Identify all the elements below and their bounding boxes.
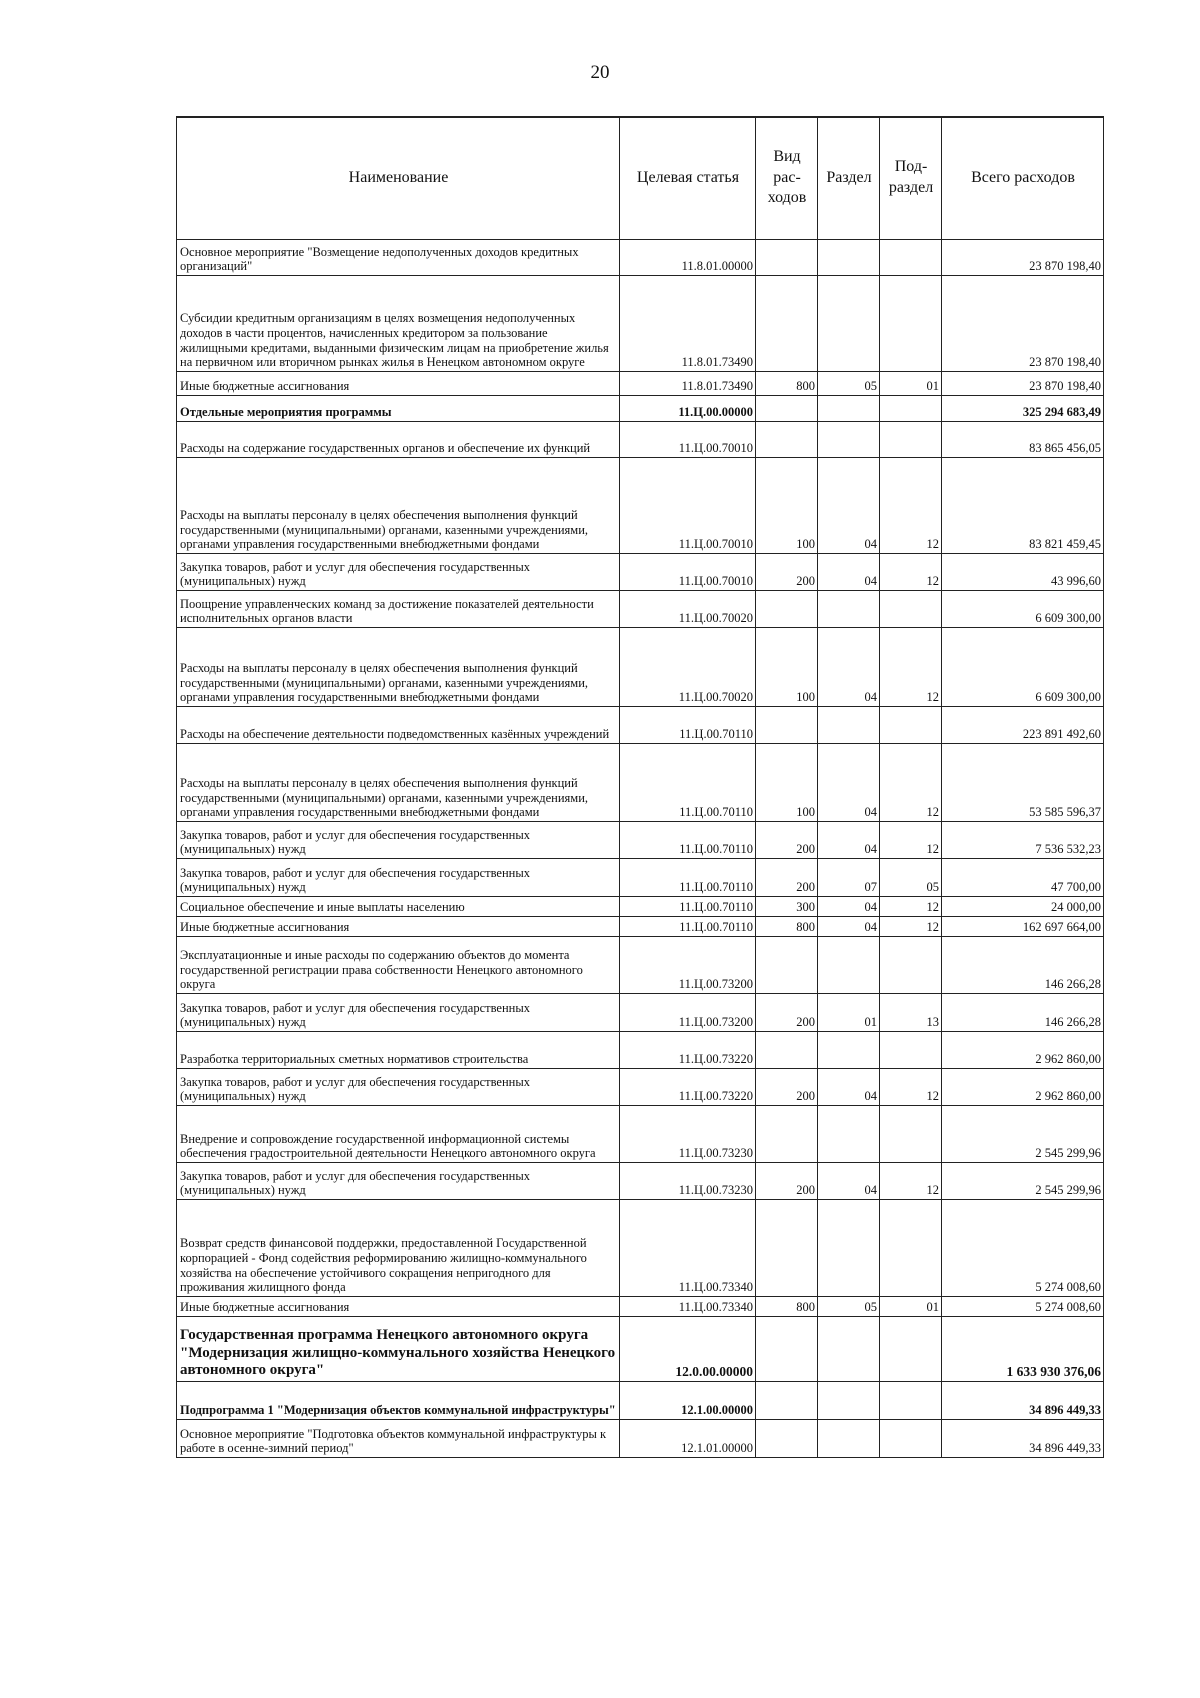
table-body <box>177 240 1104 1458</box>
cell-name: Поощрение управленческих команд за достижение показателей деятельности исполнительных органов власти <box>177 591 620 628</box>
cell-podrazdel <box>880 591 942 628</box>
cell-total: 23 870 198,40 <box>942 276 1104 372</box>
cell-razdel <box>818 422 880 458</box>
cell-code: 11.Ц.00.70010 <box>620 554 756 591</box>
cell-name: Государственная программа Ненецкого автономного округа "Модернизация жилищно-коммунального хозяйства Ненецкого автономного округа" <box>177 1317 620 1382</box>
table-row <box>177 897 1104 917</box>
cell-vid: 200 <box>756 994 818 1032</box>
cell-podrazdel <box>880 937 942 994</box>
table-row <box>177 917 1104 937</box>
table-row <box>177 1106 1104 1163</box>
cell-name: Основное мероприятие "Подготовка объектов коммунальной инфраструктуры к работе в осенне-зимний период" <box>177 1420 620 1458</box>
table-row <box>177 744 1104 822</box>
cell-podrazdel: 12 <box>880 554 942 591</box>
table-row <box>177 372 1104 396</box>
cell-code: 11.Ц.00.73220 <box>620 1069 756 1106</box>
cell-podrazdel <box>880 1382 942 1420</box>
cell-vid: 800 <box>756 1297 818 1317</box>
cell-total: 2 545 299,96 <box>942 1163 1104 1200</box>
cell-razdel <box>818 396 880 422</box>
cell-podrazdel: 12 <box>880 1163 942 1200</box>
cell-code: 11.Ц.00.73200 <box>620 937 756 994</box>
cell-code: 11.8.01.73490 <box>620 372 756 396</box>
cell-name: Отдельные мероприятия программы <box>177 396 620 422</box>
cell-podrazdel <box>880 276 942 372</box>
cell-name: Разработка территориальных сметных нормативов строительства <box>177 1032 620 1069</box>
cell-podrazdel <box>880 1317 942 1382</box>
cell-name: Расходы на выплаты персоналу в целях обеспечения выполнения функций государственными (муниципальными) органами, казенными учреждениями, органами управления государственными внебюджетными фондами <box>177 744 620 822</box>
table-row <box>177 859 1104 897</box>
cell-code: 11.Ц.00.70020 <box>620 591 756 628</box>
cell-total: 162 697 664,00 <box>942 917 1104 937</box>
table-row <box>177 628 1104 707</box>
table-row <box>177 1163 1104 1200</box>
cell-podrazdel <box>880 1420 942 1458</box>
table-row <box>177 994 1104 1032</box>
table-row <box>177 458 1104 554</box>
cell-razdel: 04 <box>818 554 880 591</box>
cell-vid <box>756 1420 818 1458</box>
cell-razdel: 04 <box>818 458 880 554</box>
cell-code: 11.Ц.00.70110 <box>620 707 756 744</box>
cell-podrazdel: 12 <box>880 917 942 937</box>
table-row <box>177 1420 1104 1458</box>
cell-code: 12.1.01.00000 <box>620 1420 756 1458</box>
cell-total: 5 274 008,60 <box>942 1200 1104 1297</box>
cell-name: Эксплуатационные и иные расходы по содержанию объектов до момента государственной регистрации права собственности Ненецкого автономного округа <box>177 937 620 994</box>
cell-razdel <box>818 1200 880 1297</box>
header-code: Целевая статья <box>620 117 756 240</box>
header-razdel: Раздел <box>818 117 880 240</box>
cell-total: 2 962 860,00 <box>942 1069 1104 1106</box>
header-name: Наименование <box>177 117 620 240</box>
cell-podrazdel: 12 <box>880 897 942 917</box>
table-row <box>177 396 1104 422</box>
cell-code: 11.Ц.00.70110 <box>620 744 756 822</box>
table-row <box>177 822 1104 859</box>
cell-vid <box>756 240 818 276</box>
header-podrazdel: Под- раздел <box>880 117 942 240</box>
cell-podrazdel: 12 <box>880 822 942 859</box>
table-row <box>177 1032 1104 1069</box>
cell-total: 146 266,28 <box>942 994 1104 1032</box>
cell-code: 11.Ц.00.70110 <box>620 897 756 917</box>
cell-vid: 200 <box>756 822 818 859</box>
cell-total: 24 000,00 <box>942 897 1104 917</box>
cell-total: 53 585 596,37 <box>942 744 1104 822</box>
cell-code: 11.Ц.00.70010 <box>620 422 756 458</box>
cell-razdel: 04 <box>818 628 880 707</box>
cell-podrazdel: 01 <box>880 1297 942 1317</box>
cell-vid: 100 <box>756 458 818 554</box>
table-row <box>177 591 1104 628</box>
cell-razdel: 04 <box>818 744 880 822</box>
cell-vid: 200 <box>756 1069 818 1106</box>
cell-total: 83 821 459,45 <box>942 458 1104 554</box>
cell-razdel: 05 <box>818 1297 880 1317</box>
cell-code: 11.Ц.00.00000 <box>620 396 756 422</box>
cell-total: 2 545 299,96 <box>942 1106 1104 1163</box>
cell-total: 47 700,00 <box>942 859 1104 897</box>
cell-podrazdel: 12 <box>880 744 942 822</box>
cell-podrazdel: 05 <box>880 859 942 897</box>
cell-podrazdel: 12 <box>880 628 942 707</box>
table-row <box>177 554 1104 591</box>
cell-razdel <box>818 1382 880 1420</box>
cell-total: 83 865 456,05 <box>942 422 1104 458</box>
cell-vid <box>756 1106 818 1163</box>
cell-name: Закупка товаров, работ и услуг для обеспечения государственных (муниципальных) нужд <box>177 1163 620 1200</box>
cell-podrazdel: 13 <box>880 994 942 1032</box>
cell-vid: 200 <box>756 859 818 897</box>
cell-podrazdel <box>880 1106 942 1163</box>
table-row <box>177 1200 1104 1297</box>
table-row <box>177 1069 1104 1106</box>
cell-code: 11.8.01.00000 <box>620 240 756 276</box>
cell-podrazdel <box>880 422 942 458</box>
cell-razdel <box>818 707 880 744</box>
cell-razdel: 04 <box>818 1163 880 1200</box>
cell-code: 11.Ц.00.73230 <box>620 1106 756 1163</box>
cell-podrazdel <box>880 240 942 276</box>
table-row <box>177 1317 1104 1382</box>
cell-code: 11.Ц.00.70110 <box>620 859 756 897</box>
cell-name: Иные бюджетные ассигнования <box>177 372 620 396</box>
cell-name: Закупка товаров, работ и услуг для обеспечения государственных (муниципальных) нужд <box>177 554 620 591</box>
cell-code: 11.Ц.00.70110 <box>620 822 756 859</box>
cell-name: Закупка товаров, работ и услуг для обеспечения государственных (муниципальных) нужд <box>177 859 620 897</box>
cell-code: 11.Ц.00.73220 <box>620 1032 756 1069</box>
cell-name: Закупка товаров, работ и услуг для обеспечения государственных (муниципальных) нужд <box>177 1069 620 1106</box>
cell-total: 2 962 860,00 <box>942 1032 1104 1069</box>
cell-code: 11.Ц.00.73200 <box>620 994 756 1032</box>
cell-code: 12.1.00.00000 <box>620 1382 756 1420</box>
cell-name: Расходы на выплаты персоналу в целях обеспечения выполнения функций государственными (муниципальными) органами, казенными учреждениями, органами управления государственными внебюджетными фондами <box>177 458 620 554</box>
cell-razdel <box>818 591 880 628</box>
table-row <box>177 276 1104 372</box>
cell-vid: 100 <box>756 744 818 822</box>
cell-vid: 200 <box>756 554 818 591</box>
cell-total: 223 891 492,60 <box>942 707 1104 744</box>
cell-name: Субсидии кредитным организациям в целях возмещения недополученных доходов в части процентов, начисленных кредитором за пользование жилищными кредитами, выданными физическим лицам на приобретение жилья на первичном или вторичном рынках жилья в Ненецком автономном округе <box>177 276 620 372</box>
cell-code: 11.Ц.00.73230 <box>620 1163 756 1200</box>
cell-vid <box>756 707 818 744</box>
cell-total: 7 536 532,23 <box>942 822 1104 859</box>
cell-vid: 100 <box>756 628 818 707</box>
cell-vid: 800 <box>756 917 818 937</box>
table-row <box>177 422 1104 458</box>
cell-total: 34 896 449,33 <box>942 1382 1104 1420</box>
table-row <box>177 1382 1104 1420</box>
cell-razdel: 01 <box>818 994 880 1032</box>
page-number: 20 <box>590 62 610 83</box>
cell-total: 43 996,60 <box>942 554 1104 591</box>
cell-total: 146 266,28 <box>942 937 1104 994</box>
cell-podrazdel: 01 <box>880 372 942 396</box>
cell-total: 325 294 683,49 <box>942 396 1104 422</box>
cell-total: 1 633 930 376,06 <box>942 1317 1104 1382</box>
cell-vid <box>756 396 818 422</box>
cell-name: Иные бюджетные ассигнования <box>177 1297 620 1317</box>
cell-vid <box>756 276 818 372</box>
cell-razdel <box>818 1032 880 1069</box>
cell-vid <box>756 1382 818 1420</box>
table-row <box>177 240 1104 276</box>
cell-vid <box>756 937 818 994</box>
cell-total: 5 274 008,60 <box>942 1297 1104 1317</box>
cell-name: Внедрение и сопровождение государственной информационной системы обеспечения градостроительной деятельности Ненецкого автономного округа <box>177 1106 620 1163</box>
cell-name: Закупка товаров, работ и услуг для обеспечения государственных (муниципальных) нужд <box>177 994 620 1032</box>
cell-podrazdel <box>880 1032 942 1069</box>
cell-code: 11.Ц.00.70110 <box>620 917 756 937</box>
cell-razdel <box>818 1317 880 1382</box>
cell-podrazdel: 12 <box>880 458 942 554</box>
budget-table <box>176 116 1104 1458</box>
cell-razdel: 07 <box>818 859 880 897</box>
cell-vid <box>756 591 818 628</box>
cell-name: Подпрограмма 1 "Модернизация объектов коммунальной инфраструктуры" <box>177 1382 620 1420</box>
cell-total: 6 609 300,00 <box>942 628 1104 707</box>
table-row <box>177 1297 1104 1317</box>
cell-vid: 200 <box>756 1163 818 1200</box>
cell-name: Основное мероприятие "Возмещение недополученных доходов кредитных организаций" <box>177 240 620 276</box>
cell-name: Закупка товаров, работ и услуг для обеспечения государственных (муниципальных) нужд <box>177 822 620 859</box>
cell-total: 23 870 198,40 <box>942 240 1104 276</box>
cell-name: Расходы на выплаты персоналу в целях обеспечения выполнения функций государственными (муниципальными) органами, казенными учреждениями, органами управления государственными внебюджетными фондами <box>177 628 620 707</box>
cell-total: 23 870 198,40 <box>942 372 1104 396</box>
cell-podrazdel <box>880 1200 942 1297</box>
cell-name: Возврат средств финансовой поддержки, предоставленной Государственной корпорацией - Фонд содействия реформированию жилищно-коммунального хозяйства на обеспечение устойчивого сокращения непригодного для проживания жилищного фонда <box>177 1200 620 1297</box>
header-vid: Вид рас- ходов <box>756 117 818 240</box>
cell-razdel: 04 <box>818 897 880 917</box>
cell-vid: 300 <box>756 897 818 917</box>
cell-code: 11.Ц.00.73340 <box>620 1297 756 1317</box>
cell-name: Расходы на содержание государственных органов и обеспечение их функций <box>177 422 620 458</box>
cell-razdel <box>818 276 880 372</box>
cell-podrazdel <box>880 707 942 744</box>
cell-razdel: 04 <box>818 917 880 937</box>
cell-name: Иные бюджетные ассигнования <box>177 917 620 937</box>
cell-code: 11.Ц.00.73340 <box>620 1200 756 1297</box>
table-row <box>177 937 1104 994</box>
table-header-row <box>177 117 1104 240</box>
cell-vid <box>756 1032 818 1069</box>
cell-vid <box>756 1200 818 1297</box>
cell-podrazdel <box>880 396 942 422</box>
cell-razdel <box>818 937 880 994</box>
cell-vid: 800 <box>756 372 818 396</box>
cell-code: 11.Ц.00.70010 <box>620 458 756 554</box>
cell-razdel: 04 <box>818 1069 880 1106</box>
cell-total: 6 609 300,00 <box>942 591 1104 628</box>
cell-razdel: 05 <box>818 372 880 396</box>
cell-name: Расходы на обеспечение деятельности подведомственных казённых учреждений <box>177 707 620 744</box>
cell-razdel <box>818 1106 880 1163</box>
table-row <box>177 707 1104 744</box>
cell-code: 11.8.01.73490 <box>620 276 756 372</box>
cell-podrazdel: 12 <box>880 1069 942 1106</box>
cell-razdel <box>818 1420 880 1458</box>
cell-total: 34 896 449,33 <box>942 1420 1104 1458</box>
cell-code: 12.0.00.00000 <box>620 1317 756 1382</box>
cell-vid <box>756 1317 818 1382</box>
cell-razdel: 04 <box>818 822 880 859</box>
cell-vid <box>756 422 818 458</box>
cell-code: 11.Ц.00.70020 <box>620 628 756 707</box>
cell-razdel <box>818 240 880 276</box>
header-total: Всего расходов <box>942 117 1104 240</box>
cell-name: Социальное обеспечение и иные выплаты населению <box>177 897 620 917</box>
